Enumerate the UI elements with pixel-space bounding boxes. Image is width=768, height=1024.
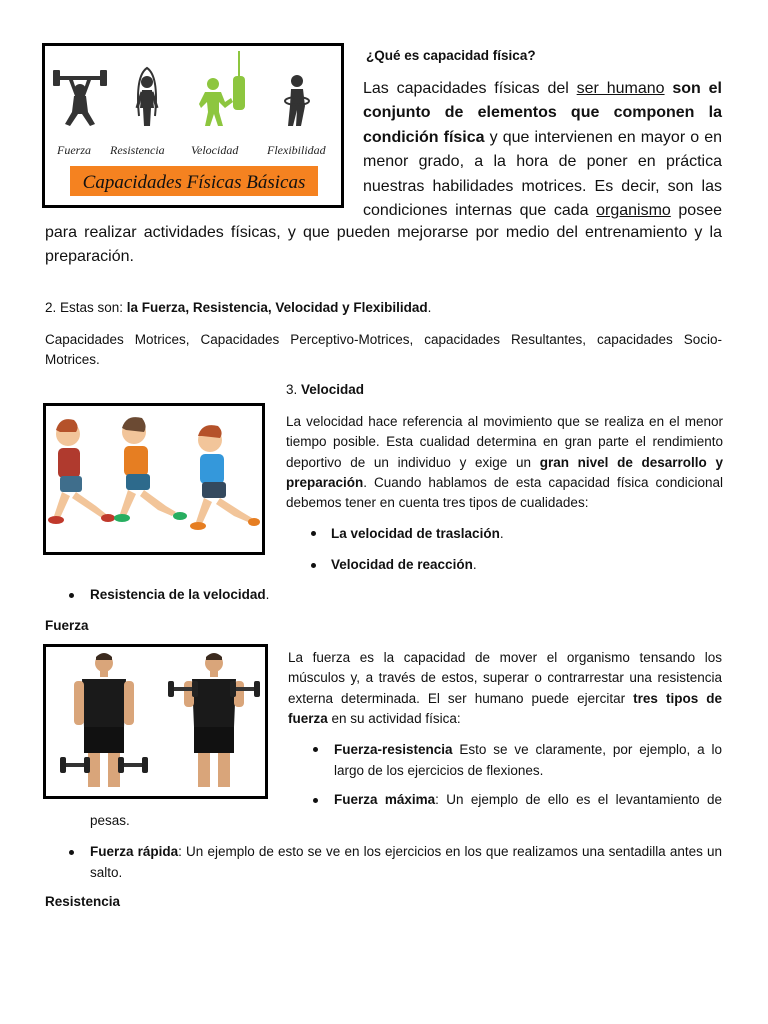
fuerza-heading: Fuerza xyxy=(45,618,89,633)
man-dumbbell-2 xyxy=(168,653,260,787)
fuerza-line-3: externa determinada. El ser humano puede ejercitar tres tipos de xyxy=(288,690,722,706)
intro-line-8: preparación. xyxy=(45,248,134,265)
velocidad-line-4: preparación. Cuando hablamos de esta capacidad física condicional xyxy=(286,474,723,490)
dumbbell-exercise-svg xyxy=(46,647,265,796)
fuerza-line-1: La fuerza es la capacidad de mover el organismo tensando los xyxy=(288,650,722,665)
bullet-dot xyxy=(311,531,316,536)
intro-line-4: menor grado, a la hora de poner en práctica xyxy=(363,153,722,171)
kid-runner-1 xyxy=(48,419,115,524)
intro-question: ¿Qué es capacidad física? xyxy=(366,48,536,63)
section2-line-2: Motrices. xyxy=(45,352,100,367)
bullet-dot xyxy=(313,747,318,752)
running-kids-svg xyxy=(46,406,262,552)
intro-paragraph-right xyxy=(363,77,722,223)
link-organismo: organismo xyxy=(596,202,671,220)
dumbbell-exercise-image xyxy=(43,644,268,799)
intro-line-7: para realizar actividades físicas, y que pueden mejorarse por medio del entrenamiento y la xyxy=(45,224,722,241)
intro-line-3: condición física y que intervienen en mayor o en xyxy=(363,128,722,146)
fuerza-paragraph xyxy=(288,648,722,729)
velocidad-line-1: La velocidad hace referencia al movimiento que se realiza en el menor xyxy=(286,414,723,429)
fuerza-line-4: fuerza en su actividad física: xyxy=(288,710,461,726)
banner-title: Capacidades Físicas Básicas xyxy=(82,172,306,193)
kid-runner-3 xyxy=(190,425,260,530)
capacidades-banner-svg xyxy=(45,46,341,205)
bullet-dot xyxy=(313,798,318,803)
fuerza-line-2: músculos y, a través de estos, superar o contrarrestar una resistencia xyxy=(288,670,722,686)
jump-rope-icon xyxy=(137,68,157,126)
velocidad-heading: 3. Velocidad xyxy=(286,382,365,397)
resistencia-heading: Resistencia xyxy=(45,894,121,909)
man-dumbbell-1 xyxy=(60,653,148,787)
velocidad-line-2: tiempo posible. Esta cualidad determina en gran parte el rendimiento xyxy=(286,434,723,450)
running-kids-image xyxy=(43,403,265,555)
banner-label-velocidad: Velocidad xyxy=(191,143,239,157)
link-ser-humano: ser humano xyxy=(576,80,665,97)
bullet-dot xyxy=(69,593,74,598)
intro-line-1: Las capacidades físicas del ser humano son el xyxy=(363,80,722,97)
velocidad-bullet-1: La velocidad de traslación. xyxy=(331,526,504,541)
hula-hoop-icon xyxy=(285,75,309,126)
boxing-bag-icon xyxy=(199,51,245,126)
velocidad-line-3: deportivo de un individuo y exige un gran nivel de desarrollo y xyxy=(286,454,723,470)
intro-line-5: nuestras habilidades motrices. Es decir, son las xyxy=(363,177,722,195)
fuerza-bullet-1: Fuerza-resistencia Esto se ve claramente, por ejemplo, a lo largo de los ejercicios de flexiones. xyxy=(334,742,722,778)
section2-heading: 2. Estas son: la Fuerza, Resistencia, Velocidad y Flexibilidad. xyxy=(45,300,432,315)
fuerza-bullet-3: Fuerza rápida: Un ejemplo de esto se ve en los ejercicios en los que realizamos una sentadilla antes un salto. xyxy=(90,844,723,880)
capacidades-banner-image xyxy=(42,43,344,208)
velocidad-line-5: debemos tener en cuenta tres tipos de cualidades: xyxy=(286,495,589,511)
bullet-dot xyxy=(311,563,316,568)
banner-label-resistencia: Resistencia xyxy=(110,143,165,157)
banner-label-fuerza: Fuerza xyxy=(57,143,91,157)
velocidad-paragraph xyxy=(286,412,723,513)
intro-line-6: condiciones internas que cada organismo posee xyxy=(363,202,722,220)
fuerza-bullet-2: Fuerza máxima: Un ejemplo de ello es el levantamiento de xyxy=(334,792,723,807)
fuerza-bullet-2-cont: pesas. xyxy=(90,813,130,828)
velocidad-bullet-2: Velocidad de reacción. xyxy=(331,557,477,572)
velocidad-bullet-3: Resistencia de la velocidad. xyxy=(90,587,270,602)
section2-line-1: Capacidades Motrices, Capacidades Perceptivo-Motrices, capacidades Resultantes, capacidades Socio- xyxy=(45,332,722,347)
intro-line-2: conjunto de elementos que componen la xyxy=(363,104,722,122)
kid-runner-2 xyxy=(114,417,187,522)
banner-label-flexibilidad: Flexibilidad xyxy=(267,143,326,157)
weightlifter-icon xyxy=(53,70,107,126)
bullet-dot xyxy=(69,850,74,855)
